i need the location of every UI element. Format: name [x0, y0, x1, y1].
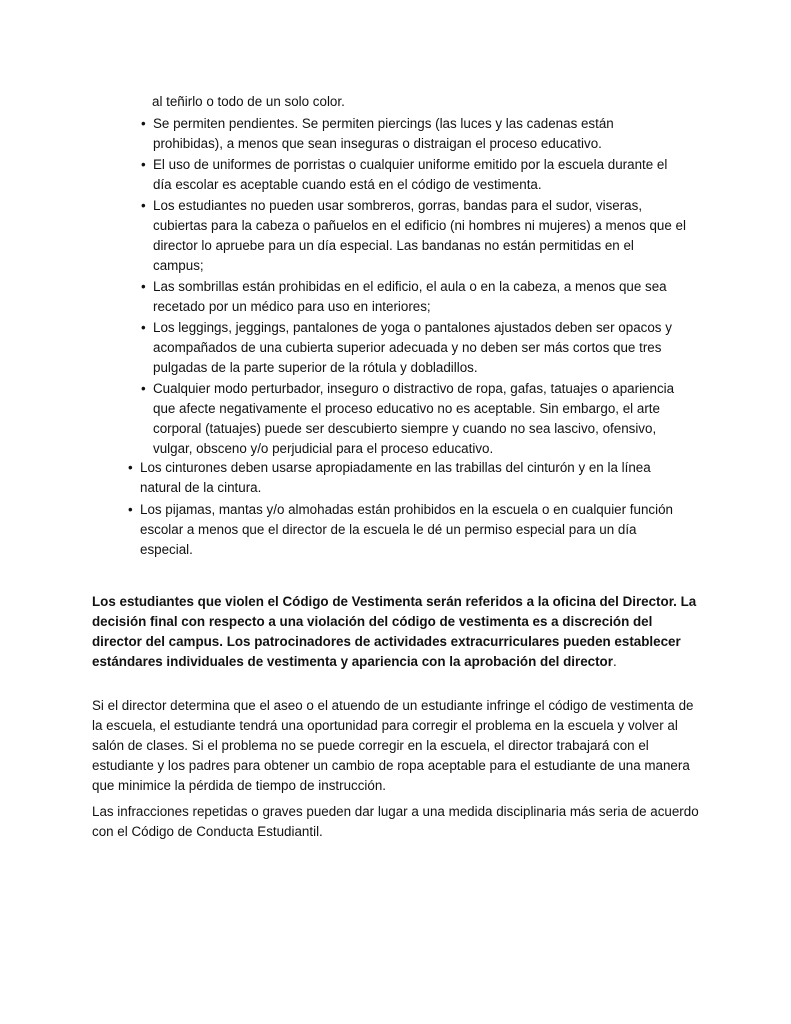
list-item: • El uso de uniformes de porristas o cualquier uniforme emitido por la escuela durante el día escolar es aceptable cuando está en el código de vestimenta. [141, 155, 686, 195]
violation-notice-end: . [612, 654, 617, 669]
list-item: • Los pijamas, mantas y/o almohadas están prohibidos en la escuela o en cualquier función escolar a menos que el director de la escuela le dé un permiso especial para un día especial. [128, 500, 693, 560]
violation-notice-text: Los estudiantes que violen el Código de Vestimenta serán referidos a la oficina del Director. La decisión final con respecto a una violación del código de vestimenta es a discreción del director del campus. Los patrocinadores de actividades extracurriculares pueden establecer estándares individuales de vestimenta y apariencia con la aprobación del director [92, 594, 697, 669]
dress-code-main-list [128, 458, 693, 561]
violation-notice [92, 592, 704, 672]
list-item: • Los estudiantes no pueden usar sombreros, gorras, bandas para el sudor, viseras, cubiertas para la cabeza o pañuelos en el edificio (ni hombres ni mujeres) a menos que el director lo apruebe para un día especial. Las bandanas no están permitidas en el campus; [141, 196, 686, 276]
list-item: • Los cinturones deben usarse apropiadamente en las trabillas del cinturón y en la línea natural de la cintura. [128, 458, 693, 498]
correction-paragraph: Si el director determina que el aseo o el atuendo de un estudiante infringe el código de vestimenta de la escuela, el estudiante tendrá una oportunidad para corregir el problema en la escuela y volver al salón de clases. Si el problema no se puede corregir en la escuela, el director trabajará con el estudiante y los padres para obtener un cambio de ropa aceptable para el estudiante de una manera que minimice la pérdida de tiempo de instrucción. [92, 698, 694, 793]
list-item: • Las sombrillas están prohibidas en el edificio, el aula o en la cabeza, a menos que sea recetado por un médico para uso en interiores; [141, 277, 686, 317]
list-item: • Se permiten pendientes. Se permiten piercings (las luces y las cadenas están prohibidas), a menos que sean inseguras o distraigan el proceso educativo. [141, 114, 686, 154]
list-item: • Cualquier modo perturbador, inseguro o distractivo de ropa, gafas, tatuajes o apariencia que afecte negativamente el proceso educativo no es aceptable. Sin embargo, el arte corporal (tatuajes) puede ser descubierto siempre y cuando no sea lascivo, ofensivo, vulgar, obsceno y/o perjudicial para el proceso educativo. [141, 379, 686, 459]
continuation-line: al teñirlo o todo de un solo color. [152, 94, 345, 109]
dress-code-sub-list [141, 114, 686, 459]
list-item: • Los leggings, jeggings, pantalones de yoga o pantalones ajustados deben ser opacos y acompañados de una cubierta superior adecuada y no deben ser más cortos que tres pulgadas de la parte superior de la rótula y dobladillos. [141, 318, 686, 378]
disciplinary-paragraph: Las infracciones repetidas o graves pueden dar lugar a una medida disciplinaria más seria de acuerdo con el Código de Conducta Estudiantil. [92, 804, 699, 839]
